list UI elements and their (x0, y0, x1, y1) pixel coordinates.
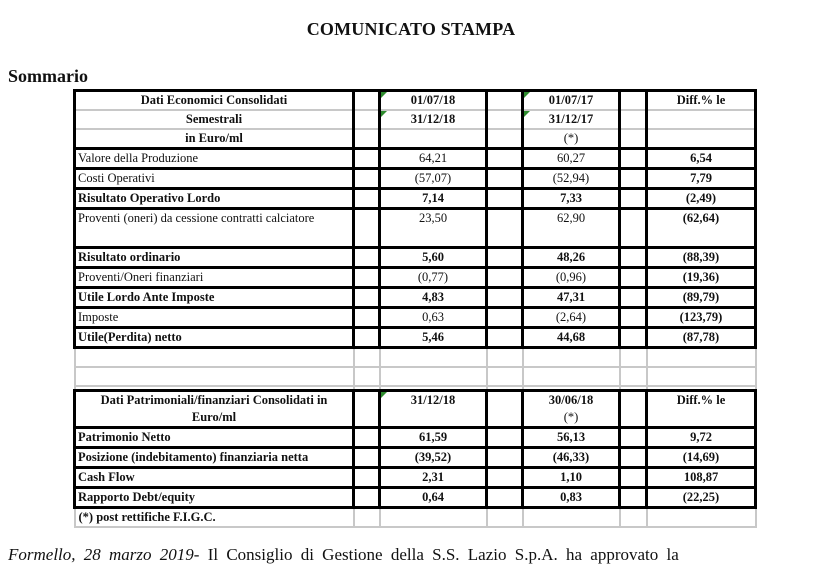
header-col2: 31/12/17 (523, 110, 620, 129)
spacer-cell (354, 448, 380, 468)
spacer-cell (487, 308, 523, 328)
table-row (75, 268, 756, 288)
value-diff: (88,39) (647, 248, 756, 268)
spacer-cell (354, 169, 380, 189)
spacer-cell (354, 91, 380, 111)
value-col2: 48,26 (523, 248, 620, 268)
value-col2: (52,94) (523, 169, 620, 189)
paragraph-text: - Il Consiglio di Gestione della S.S. Lazio S.p.A. ha approvato la (193, 545, 679, 564)
header-col3: Diff.% le (647, 91, 756, 111)
header-row (75, 91, 756, 111)
header-col1: 01/07/18 (380, 91, 487, 111)
header-row (75, 409, 756, 428)
row-label: Patrimonio Netto (75, 428, 354, 448)
value-col2: 44,68 (523, 328, 620, 348)
value-col1: 5,60 (380, 248, 487, 268)
economic-data-table (73, 89, 757, 404)
table-row (75, 428, 756, 448)
table-row (75, 169, 756, 189)
balance-sheet-table (73, 389, 757, 528)
value-col1: 64,21 (380, 149, 487, 169)
spacer-cell (647, 409, 756, 428)
spacer-cell (620, 308, 647, 328)
row-label: Risultato ordinario (75, 248, 354, 268)
spacer-cell (620, 391, 647, 410)
spacer-cell (620, 488, 647, 508)
value-col2: (2,64) (523, 308, 620, 328)
spacer-cell (487, 409, 523, 428)
header-col2: 30/06/18 (523, 391, 620, 410)
value-diff: (19,36) (647, 268, 756, 288)
header-label: Semestrali (75, 110, 354, 129)
document-title: COMUNICATO STAMPA (306, 19, 516, 39)
spacer-cell (354, 391, 380, 410)
value-col2: 1,10 (523, 468, 620, 488)
row-label: Rapporto Debt/equity (75, 488, 354, 508)
header-row (75, 110, 756, 129)
section-heading: Sommario (8, 66, 88, 86)
footnote: (*) post rettifiche F.I.G.C. (75, 508, 354, 528)
header-label: in Euro/ml (75, 129, 354, 149)
spacer-cell (620, 110, 647, 129)
value-col1: 0,63 (380, 308, 487, 328)
value-col1: 61,59 (380, 428, 487, 448)
header-col2: (*) (523, 409, 620, 428)
value-col2: 0,83 (523, 488, 620, 508)
value-col2: 56,13 (523, 428, 620, 448)
spacer-cell (487, 169, 523, 189)
spacer-cell (620, 189, 647, 209)
empty-row (75, 367, 756, 386)
spacer-cell (620, 91, 647, 111)
value-col1: 5,46 (380, 328, 487, 348)
value-diff: 6,54 (647, 149, 756, 169)
empty-row (75, 348, 756, 368)
spacer-cell (620, 428, 647, 448)
value-col2: (0,96) (523, 268, 620, 288)
value-col1: (0,77) (380, 268, 487, 288)
spacer-cell (354, 189, 380, 209)
row-label: Risultato Operativo Lordo (75, 189, 354, 209)
spacer-cell (620, 448, 647, 468)
spacer-cell (487, 448, 523, 468)
spacer-cell (620, 468, 647, 488)
header-col2: (*) (523, 129, 620, 149)
row-label: Imposte (75, 308, 354, 328)
table-row (75, 149, 756, 169)
value-col2: 60,27 (523, 149, 620, 169)
spacer-cell (354, 468, 380, 488)
spacer-cell (354, 110, 380, 129)
row-label: Costi Operativi (75, 169, 354, 189)
value-col2: (46,33) (523, 448, 620, 468)
spacer-cell (620, 169, 647, 189)
value-diff: (123,79) (647, 308, 756, 328)
row-label: Proventi/Oneri finanziari (75, 268, 354, 288)
value-diff: (22,25) (647, 488, 756, 508)
row-label: Utile(Perdita) netto (75, 328, 354, 348)
spacer-cell (487, 488, 523, 508)
table-row (75, 448, 756, 468)
table-row (75, 189, 756, 209)
value-diff: (14,69) (647, 448, 756, 468)
spacer-cell (620, 409, 647, 428)
value-col2: 47,31 (523, 288, 620, 308)
table-row (75, 209, 756, 248)
header-label: Dati Patrimoniali/finanziari Consolidati in (75, 391, 354, 410)
value-diff: 7,79 (647, 169, 756, 189)
header-label: Dati Economici Consolidati (75, 91, 354, 111)
spacer-cell (620, 149, 647, 169)
spacer-cell (487, 288, 523, 308)
row-label: Utile Lordo Ante Imposte (75, 288, 354, 308)
spacer-cell (620, 288, 647, 308)
dateline: Formello, 28 marzo 2019 (8, 545, 194, 564)
spacer-cell (620, 129, 647, 149)
header-col1: 31/12/18 (380, 391, 487, 410)
spacer-cell (354, 268, 380, 288)
spacer-cell (620, 328, 647, 348)
spacer-cell (487, 209, 523, 248)
table-row (75, 288, 756, 308)
value-col2: 7,33 (523, 189, 620, 209)
spacer-cell (354, 488, 380, 508)
body-paragraph (8, 545, 816, 565)
spacer-cell (354, 428, 380, 448)
header-col3: Diff.% le (647, 391, 756, 410)
header-col2: 01/07/17 (523, 91, 620, 111)
spacer-cell (487, 468, 523, 488)
spacer-cell (487, 149, 523, 169)
spacer-cell (487, 391, 523, 410)
row-label: Posizione (indebitamento) finanziaria netta (75, 448, 354, 468)
spacer-cell (487, 248, 523, 268)
spacer-cell (487, 328, 523, 348)
table-row (75, 248, 756, 268)
spacer-cell (354, 409, 380, 428)
row-label: Valore della Produzione (75, 149, 354, 169)
spacer-cell (354, 129, 380, 149)
value-diff: 9,72 (647, 428, 756, 448)
table-row (75, 488, 756, 508)
value-col1: 2,31 (380, 468, 487, 488)
header-row (75, 391, 756, 410)
spacer-cell (354, 288, 380, 308)
value-col1: (39,52) (380, 448, 487, 468)
spacer-cell (487, 129, 523, 149)
value-diff: (2,49) (647, 189, 756, 209)
row-label: Cash Flow (75, 468, 354, 488)
table-row (75, 328, 756, 348)
spacer-cell (487, 110, 523, 129)
spacer-cell (620, 268, 647, 288)
header-label: Euro/ml (75, 409, 354, 428)
spacer-cell (620, 209, 647, 248)
spacer-cell (487, 268, 523, 288)
value-diff: 108,87 (647, 468, 756, 488)
value-col1: 7,14 (380, 189, 487, 209)
spacer-cell (647, 110, 756, 129)
header-col1 (380, 129, 487, 149)
value-col1: (57,07) (380, 169, 487, 189)
spacer-cell (354, 308, 380, 328)
value-col2: 62,90 (523, 209, 620, 248)
spacer-cell (647, 129, 756, 149)
spacer-cell (487, 189, 523, 209)
value-diff: (62,64) (647, 209, 756, 248)
header-col1: 31/12/18 (380, 110, 487, 129)
table-row (75, 468, 756, 488)
table-row (75, 308, 756, 328)
spacer-cell (354, 149, 380, 169)
spacer-cell (620, 248, 647, 268)
value-diff: (87,78) (647, 328, 756, 348)
spacer-cell (354, 248, 380, 268)
spacer-cell (487, 428, 523, 448)
row-label: Proventi (oneri) da cessione contratti calciatore (75, 209, 354, 248)
value-col1: 4,83 (380, 288, 487, 308)
value-diff: (89,79) (647, 288, 756, 308)
value-col1: 23,50 (380, 209, 487, 248)
footnote-row (75, 508, 756, 528)
value-col1: 0,64 (380, 488, 487, 508)
spacer-cell (354, 209, 380, 248)
header-row (75, 129, 756, 149)
spacer-cell (354, 328, 380, 348)
spacer-cell (380, 409, 487, 428)
spacer-cell (487, 91, 523, 111)
